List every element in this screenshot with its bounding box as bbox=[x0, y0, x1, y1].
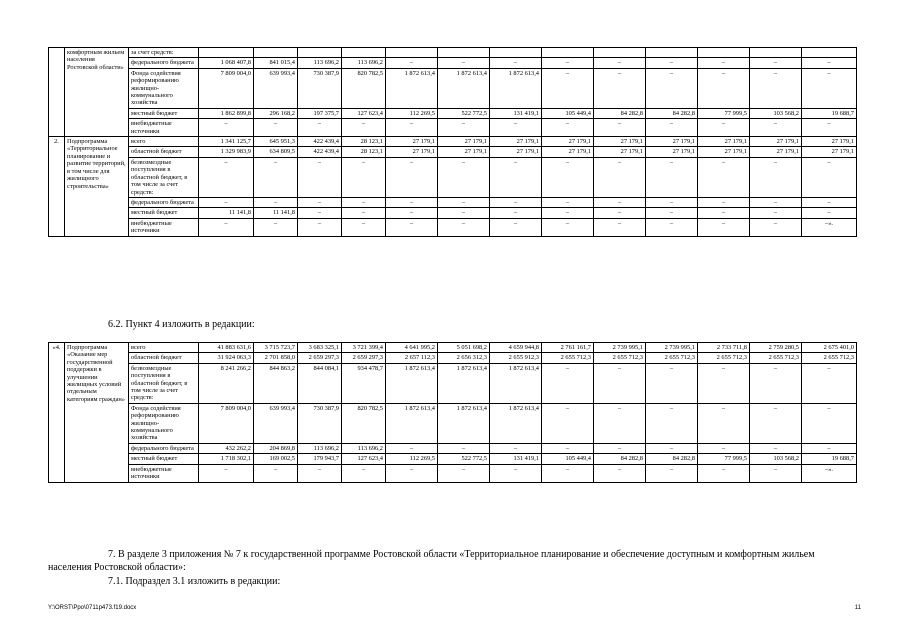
amount-cell: – bbox=[646, 197, 698, 207]
amount-cell bbox=[750, 48, 802, 58]
amount-cell: – bbox=[490, 218, 542, 236]
amount-cell: – bbox=[542, 208, 594, 218]
amount-cell: 105 449,4 bbox=[542, 108, 594, 118]
amount-cell: 3 721 399,4 bbox=[342, 343, 386, 353]
table-row bbox=[49, 208, 857, 218]
amount-cell bbox=[646, 48, 698, 58]
amount-cell: 113 696,2 bbox=[342, 443, 386, 453]
amount-cell: 1 718 302,1 bbox=[199, 454, 254, 464]
amount-cell bbox=[298, 48, 342, 58]
amount-cell: 1 341 125,7 bbox=[199, 137, 254, 147]
amount-cell: – bbox=[342, 208, 386, 218]
amount-cell: 1 872 613,4 bbox=[490, 68, 542, 108]
amount-cell: 27 179,1 bbox=[698, 147, 750, 157]
amount-cell: – bbox=[698, 403, 750, 443]
amount-cell: 2 733 711,8 bbox=[698, 343, 750, 353]
amount-cell: 645 951,3 bbox=[254, 137, 298, 147]
amount-cell: – bbox=[542, 197, 594, 207]
amount-cell: – bbox=[594, 119, 646, 137]
amount-cell: – bbox=[542, 464, 594, 482]
amount-cell: 31 924 063,3 bbox=[199, 353, 254, 363]
amount-cell: – bbox=[438, 443, 490, 453]
amount-cell: 2 655 712,3 bbox=[542, 353, 594, 363]
amount-cell: – bbox=[646, 218, 698, 236]
amount-cell: 27 179,1 bbox=[698, 137, 750, 147]
amount-cell: – bbox=[802, 363, 857, 403]
amount-cell: 841 015,4 bbox=[254, 58, 298, 68]
amount-cell: – bbox=[298, 157, 342, 197]
table-row bbox=[49, 68, 857, 108]
amount-cell: 1 872 613,4 bbox=[386, 68, 438, 108]
amount-cell: 131 419,1 bbox=[490, 454, 542, 464]
amount-cell: 2 655 712,3 bbox=[594, 353, 646, 363]
amount-cell: 131 419,1 bbox=[490, 108, 542, 118]
section-heading-6-2: 6.2. Пункт 4 изложить в редакции: bbox=[108, 319, 255, 330]
funding-source-cell: федерального бюджета bbox=[129, 197, 199, 207]
amount-cell: 8 241 266,2 bbox=[199, 363, 254, 403]
amount-cell: 113 696,2 bbox=[342, 58, 386, 68]
amount-cell: 2 655 712,3 bbox=[750, 353, 802, 363]
amount-cell: – bbox=[490, 208, 542, 218]
amount-cell: – bbox=[542, 218, 594, 236]
amount-cell: – bbox=[298, 464, 342, 482]
amount-cell: 422 439,4 bbox=[298, 137, 342, 147]
amount-cell: 2 659 297,3 bbox=[298, 353, 342, 363]
amount-cell: – bbox=[542, 119, 594, 137]
amount-cell: 432 262,2 bbox=[199, 443, 254, 453]
funding-source-cell: местный бюджет bbox=[129, 108, 199, 118]
amount-cell: – bbox=[542, 157, 594, 197]
amount-cell: – bbox=[199, 157, 254, 197]
amount-cell: 820 782,5 bbox=[342, 403, 386, 443]
amount-cell: 11 141,8 bbox=[199, 208, 254, 218]
amount-cell: 2 761 161,7 bbox=[542, 343, 594, 353]
table-row bbox=[49, 454, 857, 464]
amount-cell: 639 993,4 bbox=[254, 68, 298, 108]
amount-cell: – bbox=[199, 218, 254, 236]
amount-cell: – bbox=[298, 119, 342, 137]
amount-cell: – bbox=[646, 403, 698, 443]
footer-page-number: 11 bbox=[854, 605, 861, 611]
amount-cell: 2 656 312,3 bbox=[438, 353, 490, 363]
funding-source-cell: за счет средств: bbox=[129, 48, 199, 58]
funding-source-cell: всего bbox=[129, 137, 199, 147]
amount-cell: – bbox=[490, 58, 542, 68]
amount-cell: 28 123,1 bbox=[342, 147, 386, 157]
amount-cell: 522 772,5 bbox=[438, 108, 490, 118]
amount-cell bbox=[802, 48, 857, 58]
amount-cell: 296 168,2 bbox=[254, 108, 298, 118]
amount-cell: – bbox=[594, 363, 646, 403]
amount-cell: – bbox=[594, 157, 646, 197]
amount-cell: – bbox=[750, 157, 802, 197]
funding-source-cell: федерального бюджета bbox=[129, 58, 199, 68]
amount-cell: 105 449,4 bbox=[542, 454, 594, 464]
amount-cell: – bbox=[698, 443, 750, 453]
funding-source-cell: местный бюджет bbox=[129, 454, 199, 464]
amount-cell: – bbox=[438, 157, 490, 197]
funding-source-cell: Фонда содействия реформированию жилищно-коммунального хозяйства bbox=[129, 68, 199, 108]
amount-cell: – bbox=[438, 58, 490, 68]
amount-cell: 1 329 983,9 bbox=[199, 147, 254, 157]
amount-cell: 2 655 912,3 bbox=[490, 353, 542, 363]
amount-cell: – bbox=[802, 119, 857, 137]
amount-cell: 27 179,1 bbox=[750, 147, 802, 157]
amount-cell: 2 655 712,3 bbox=[646, 353, 698, 363]
amount-cell: – bbox=[698, 119, 750, 137]
amount-cell: – bbox=[646, 208, 698, 218]
amount-cell: – bbox=[594, 208, 646, 218]
amount-cell: 27 179,1 bbox=[438, 137, 490, 147]
amount-cell: –». bbox=[802, 218, 857, 236]
amount-cell: 11 141,8 bbox=[254, 208, 298, 218]
amount-cell: 84 282,8 bbox=[594, 108, 646, 118]
amount-cell: – bbox=[386, 197, 438, 207]
amount-cell: – bbox=[386, 208, 438, 218]
funding-source-cell: внебюджетные источники bbox=[129, 218, 199, 236]
amount-cell: 3 715 723,7 bbox=[254, 343, 298, 353]
amount-cell: 3 683 325,1 bbox=[298, 343, 342, 353]
amount-cell: 27 179,1 bbox=[802, 137, 857, 147]
amount-cell: – bbox=[698, 197, 750, 207]
amount-cell: 2 701 858,0 bbox=[254, 353, 298, 363]
amount-cell: – bbox=[750, 208, 802, 218]
amount-cell: – bbox=[438, 464, 490, 482]
amount-cell: 28 123,1 bbox=[342, 137, 386, 147]
amount-cell: – bbox=[342, 197, 386, 207]
amount-cell: 77 999,5 bbox=[698, 108, 750, 118]
amount-cell: 2 659 297,3 bbox=[342, 353, 386, 363]
table-row bbox=[49, 218, 857, 236]
amount-cell: – bbox=[698, 68, 750, 108]
amount-cell: – bbox=[698, 58, 750, 68]
amount-cell: – bbox=[490, 157, 542, 197]
amount-cell: 27 179,1 bbox=[594, 137, 646, 147]
amount-cell: – bbox=[802, 443, 857, 453]
amount-cell: – bbox=[342, 119, 386, 137]
amount-cell: – bbox=[342, 218, 386, 236]
funding-source-cell: всего bbox=[129, 343, 199, 353]
amount-cell: 112 269,5 bbox=[386, 108, 438, 118]
amount-cell bbox=[438, 48, 490, 58]
amount-cell: – bbox=[750, 218, 802, 236]
amount-cell: – bbox=[254, 218, 298, 236]
amount-cell bbox=[199, 48, 254, 58]
table-row bbox=[49, 197, 857, 207]
amount-cell: 2 739 995,1 bbox=[646, 343, 698, 353]
amount-cell: – bbox=[594, 58, 646, 68]
amount-cell: – bbox=[542, 363, 594, 403]
amount-cell: – bbox=[750, 68, 802, 108]
amount-cell: 77 999,5 bbox=[698, 454, 750, 464]
budget-table-subprogram-4 bbox=[48, 342, 857, 483]
amount-cell: 1 068 407,8 bbox=[199, 58, 254, 68]
table-row bbox=[49, 353, 857, 363]
amount-cell: 730 387,9 bbox=[298, 68, 342, 108]
amount-cell: – bbox=[646, 119, 698, 137]
amount-cell: – bbox=[698, 218, 750, 236]
amount-cell: – bbox=[802, 403, 857, 443]
amount-cell: – bbox=[750, 464, 802, 482]
amount-cell: 84 282,8 bbox=[646, 108, 698, 118]
amount-cell: 27 179,1 bbox=[438, 147, 490, 157]
amount-cell: – bbox=[438, 208, 490, 218]
row-number-cell bbox=[49, 48, 65, 137]
amount-cell: – bbox=[254, 119, 298, 137]
amount-cell: – bbox=[646, 68, 698, 108]
amount-cell: 2 675 401,0 bbox=[802, 343, 857, 353]
amount-cell: – bbox=[254, 157, 298, 197]
table-row bbox=[49, 343, 857, 353]
amount-cell: – bbox=[646, 58, 698, 68]
amount-cell: 27 179,1 bbox=[490, 137, 542, 147]
row-number-cell: «4. bbox=[49, 343, 65, 483]
funding-source-cell: внебюджетные источники bbox=[129, 464, 199, 482]
amount-cell: – bbox=[490, 464, 542, 482]
amount-cell: 27 179,1 bbox=[646, 147, 698, 157]
amount-cell: – bbox=[698, 157, 750, 197]
amount-cell bbox=[542, 48, 594, 58]
amount-cell bbox=[254, 48, 298, 58]
section-heading-7-1: 7.1. Подраздел 3.1 изложить в редакции: bbox=[108, 576, 281, 587]
amount-cell: 197 375,7 bbox=[298, 108, 342, 118]
amount-cell: – bbox=[386, 58, 438, 68]
amount-cell: 103 568,2 bbox=[750, 454, 802, 464]
table-row bbox=[49, 58, 857, 68]
amount-cell: 7 809 004,0 bbox=[199, 403, 254, 443]
amount-cell: – bbox=[342, 464, 386, 482]
subprogram-name-cell: комфортным жильем населения Ростовской области» bbox=[65, 48, 129, 137]
table-row bbox=[49, 119, 857, 137]
amount-cell: 5 051 698,2 bbox=[438, 343, 490, 353]
amount-cell: – bbox=[750, 403, 802, 443]
subprogram-name-cell: Подпрограмма «Оказание мер государственной поддержки в улучшении жилищных условий отдельным категориям граждан» bbox=[65, 343, 129, 483]
amount-cell: – bbox=[750, 363, 802, 403]
amount-cell: 2 739 995,1 bbox=[594, 343, 646, 353]
amount-cell: 1 872 613,4 bbox=[386, 403, 438, 443]
table-row bbox=[49, 363, 857, 403]
funding-source-cell: областной бюджет bbox=[129, 353, 199, 363]
amount-cell: 1 872 613,4 bbox=[438, 68, 490, 108]
amount-cell: – bbox=[750, 58, 802, 68]
amount-cell: 4 659 944,8 bbox=[490, 343, 542, 353]
amount-cell: – bbox=[594, 197, 646, 207]
amount-cell: – bbox=[438, 218, 490, 236]
funding-source-cell: местный бюджет bbox=[129, 208, 199, 218]
amount-cell: – bbox=[646, 363, 698, 403]
amount-cell: 1 872 613,4 bbox=[386, 363, 438, 403]
amount-cell: – bbox=[386, 119, 438, 137]
amount-cell: – bbox=[802, 157, 857, 197]
amount-cell: 113 696,2 bbox=[298, 443, 342, 453]
amount-cell: 19 688,7 bbox=[802, 454, 857, 464]
amount-cell: – bbox=[490, 119, 542, 137]
amount-cell: – bbox=[490, 443, 542, 453]
amount-cell: – bbox=[254, 197, 298, 207]
funding-source-cell: безвозмездные поступления в областной бюджет, в том числе за счет средств: bbox=[129, 363, 199, 403]
amount-cell bbox=[594, 48, 646, 58]
amount-cell: – bbox=[802, 197, 857, 207]
funding-source-cell: областной бюджет bbox=[129, 147, 199, 157]
amount-cell: 934 478,7 bbox=[342, 363, 386, 403]
amount-cell: – bbox=[802, 208, 857, 218]
amount-cell: – bbox=[542, 68, 594, 108]
amount-cell: 112 269,5 bbox=[386, 454, 438, 464]
amount-cell: – bbox=[342, 157, 386, 197]
amount-cell: – bbox=[199, 464, 254, 482]
table-row bbox=[49, 137, 857, 147]
amount-cell: – bbox=[542, 403, 594, 443]
amount-cell: 169 002,5 bbox=[254, 454, 298, 464]
amount-cell: – bbox=[802, 58, 857, 68]
amount-cell: 844 084,1 bbox=[298, 363, 342, 403]
amount-cell: – bbox=[646, 157, 698, 197]
amount-cell: 7 809 004,0 bbox=[199, 68, 254, 108]
amount-cell: 19 688,7 bbox=[802, 108, 857, 118]
amount-cell: – bbox=[646, 443, 698, 453]
paragraph-7: 7. В разделе 3 приложения № 7 к государственной программе Ростовской области «Территориальное планирование и обеспечение доступным и комфортным жильем населения Ростовской области»: bbox=[48, 549, 815, 573]
amount-cell: 84 282,8 bbox=[646, 454, 698, 464]
amount-cell: – bbox=[254, 464, 298, 482]
amount-cell: 27 179,1 bbox=[802, 147, 857, 157]
funding-source-cell: безвозмездные поступления в областной бюджет, в том числе за счет средств: bbox=[129, 157, 199, 197]
amount-cell: 27 179,1 bbox=[542, 147, 594, 157]
budget-table-subprogram-2 bbox=[48, 47, 857, 237]
amount-cell: – bbox=[594, 68, 646, 108]
amount-cell bbox=[490, 48, 542, 58]
table-row bbox=[49, 48, 857, 58]
amount-cell: – bbox=[386, 157, 438, 197]
funding-source-cell: Фонда содействия реформированию жилищно-коммунального хозяйства bbox=[129, 403, 199, 443]
amount-cell: 634 809,5 bbox=[254, 147, 298, 157]
amount-cell: – bbox=[542, 443, 594, 453]
amount-cell: 179 943,7 bbox=[298, 454, 342, 464]
table-row bbox=[49, 403, 857, 443]
funding-source-cell: внебюджетные источники bbox=[129, 119, 199, 137]
amount-cell: – bbox=[386, 218, 438, 236]
amount-cell: 2 655 712,3 bbox=[698, 353, 750, 363]
amount-cell: – bbox=[594, 464, 646, 482]
amount-cell: 127 623,4 bbox=[342, 454, 386, 464]
amount-cell: 27 179,1 bbox=[386, 137, 438, 147]
amount-cell: 204 869,8 bbox=[254, 443, 298, 453]
amount-cell: 4 641 995,2 bbox=[386, 343, 438, 353]
amount-cell: 127 623,4 bbox=[342, 108, 386, 118]
amount-cell: – bbox=[594, 443, 646, 453]
amount-cell: 1 872 613,4 bbox=[490, 403, 542, 443]
amount-cell: –». bbox=[802, 464, 857, 482]
amount-cell: – bbox=[298, 218, 342, 236]
amount-cell: 730 387,9 bbox=[298, 403, 342, 443]
amount-cell bbox=[342, 48, 386, 58]
row-number-cell: 2. bbox=[49, 137, 65, 236]
amount-cell: – bbox=[298, 208, 342, 218]
table-row bbox=[49, 464, 857, 482]
amount-cell: 2 655 712,3 bbox=[802, 353, 857, 363]
amount-cell: – bbox=[594, 218, 646, 236]
amount-cell: 1 872 613,4 bbox=[490, 363, 542, 403]
amount-cell: 1 872 613,4 bbox=[438, 403, 490, 443]
footer-file-path: Y:\ORST\Ppo\0711p473.f19.docx bbox=[48, 605, 137, 611]
amount-cell: 27 179,1 bbox=[750, 137, 802, 147]
amount-cell: 1 862 899,8 bbox=[199, 108, 254, 118]
subprogram-name-cell: Подпрограмма «Территориальное планирование и развитие территорий, в том числе для жилищного строительства» bbox=[65, 137, 129, 236]
table-row bbox=[49, 147, 857, 157]
amount-cell: – bbox=[386, 464, 438, 482]
amount-cell: – bbox=[594, 403, 646, 443]
amount-cell: – bbox=[698, 208, 750, 218]
amount-cell: 27 179,1 bbox=[542, 137, 594, 147]
amount-cell: 103 568,2 bbox=[750, 108, 802, 118]
amount-cell: 820 782,5 bbox=[342, 68, 386, 108]
amount-cell: 27 179,1 bbox=[594, 147, 646, 157]
amount-cell: 844 863,2 bbox=[254, 363, 298, 403]
amount-cell bbox=[386, 48, 438, 58]
amount-cell: 1 872 613,4 bbox=[438, 363, 490, 403]
amount-cell: 2 657 112,3 bbox=[386, 353, 438, 363]
amount-cell: 113 696,2 bbox=[298, 58, 342, 68]
amount-cell: – bbox=[199, 119, 254, 137]
amount-cell bbox=[698, 48, 750, 58]
amount-cell: 27 179,1 bbox=[490, 147, 542, 157]
amount-cell: – bbox=[542, 58, 594, 68]
amount-cell: 522 772,5 bbox=[438, 454, 490, 464]
amount-cell: – bbox=[490, 197, 542, 207]
amount-cell: – bbox=[698, 363, 750, 403]
amount-cell: – bbox=[802, 68, 857, 108]
amount-cell: – bbox=[438, 119, 490, 137]
amount-cell: – bbox=[750, 197, 802, 207]
amount-cell: – bbox=[750, 443, 802, 453]
amount-cell: – bbox=[386, 443, 438, 453]
table-row bbox=[49, 157, 857, 197]
amount-cell: – bbox=[438, 197, 490, 207]
amount-cell: 84 282,8 bbox=[594, 454, 646, 464]
amount-cell: 2 759 280,5 bbox=[750, 343, 802, 353]
table-row bbox=[49, 443, 857, 453]
amount-cell: 41 883 631,6 bbox=[199, 343, 254, 353]
amount-cell: – bbox=[698, 464, 750, 482]
amount-cell: – bbox=[199, 197, 254, 207]
amount-cell: – bbox=[646, 464, 698, 482]
amount-cell: 639 993,4 bbox=[254, 403, 298, 443]
funding-source-cell: федерального бюджета bbox=[129, 443, 199, 453]
amount-cell: – bbox=[750, 119, 802, 137]
amount-cell: 27 179,1 bbox=[386, 147, 438, 157]
table-row bbox=[49, 108, 857, 118]
amount-cell: – bbox=[298, 197, 342, 207]
amount-cell: 27 179,1 bbox=[646, 137, 698, 147]
amount-cell: 422 439,4 bbox=[298, 147, 342, 157]
